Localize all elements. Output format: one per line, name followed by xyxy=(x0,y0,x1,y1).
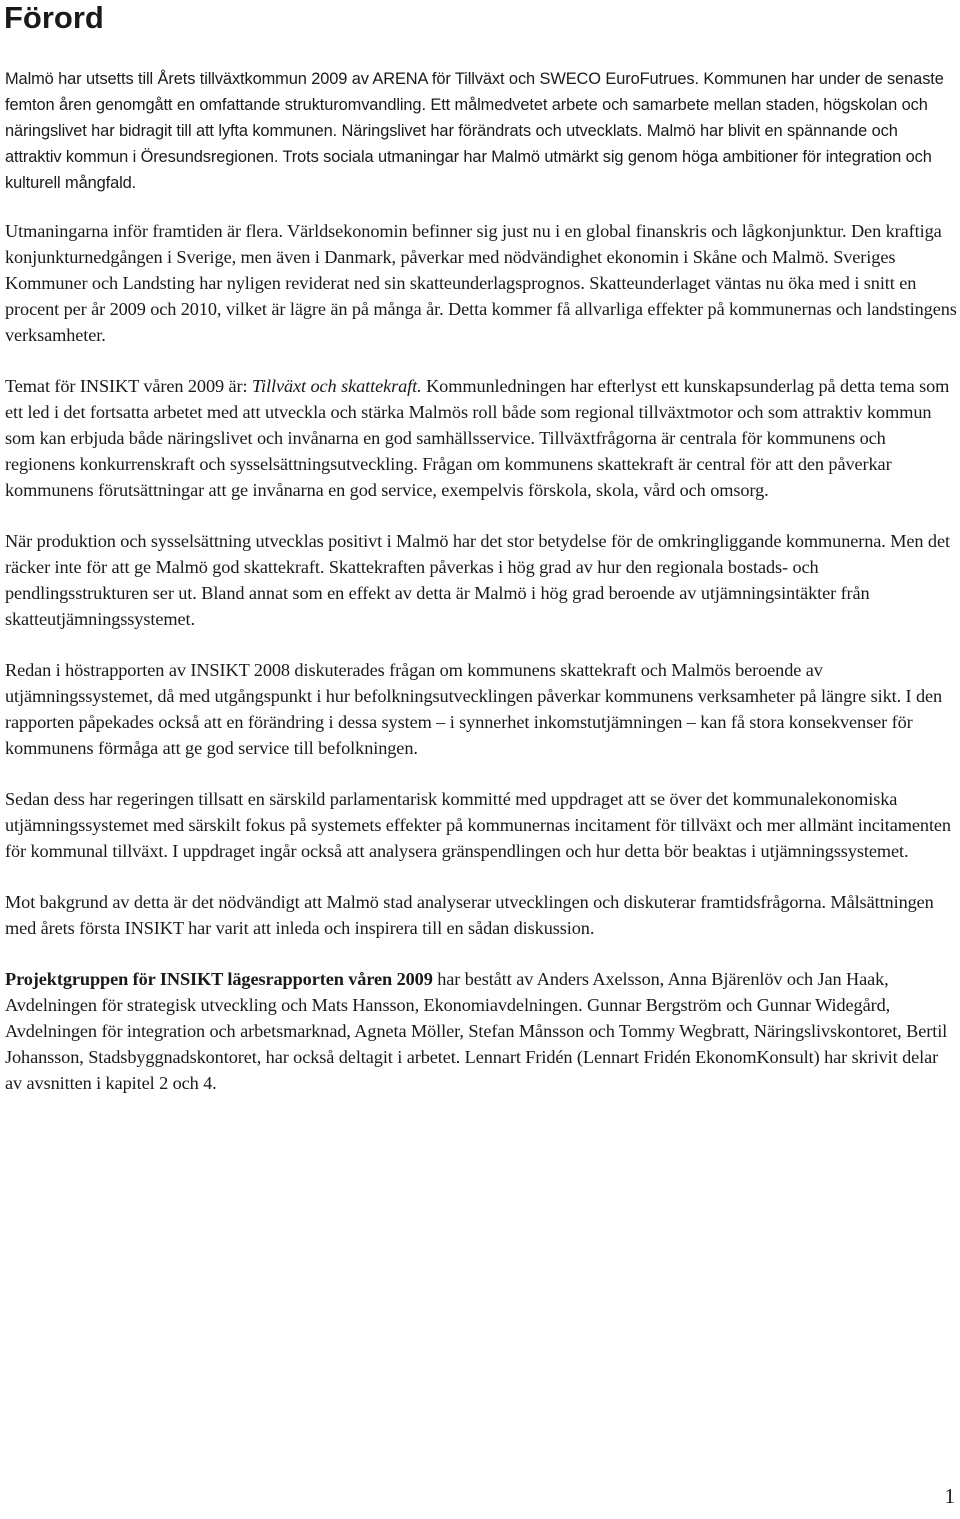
theme-body-text: Kommunledningen har efterlyst ett kunskapsunderlag på detta tema som ett led i det fortsatta arbetet med att utveckla och stärka Malmös roll både som regional tillväxtmotor och som attraktiv kommun som kan erbjuda både näringslivet och invånarna en god samhällsservice. Tillväxtfrågorna är centrala för kommunens och regionens konkurrenskraft och sysselsättningsutveckling. Frågan om kommunens skattekraft är central för att den påverkar kommunens förutsättningar att ge invånarna en god service, exempelvis förskola, skola, vård och omsorg. xyxy=(5,376,950,500)
theme-title: Tillväxt och skattekraft. xyxy=(251,376,422,396)
paragraph-challenges: Utmaningarna inför framtiden är flera. Världsekonomin befinner sig just nu i en global finanskris och lågkonjunktur. Den kraftiga konjunkturnedgången i Sverige, men även i Danmark, påverkar med nödvändighet ekonomin i Skåne och Malmö. Sveriges Kommuner och Landsting har nyligen reviderat ned sin skatteunderlagsprognos. Skatteunderlaget väntas nu öka med i snitt en procent per år 2009 och 2010, vilket är lägre än på många år. Detta kommer få allvarliga effekter på kommunernas och landstingens verksamheter. xyxy=(5,221,957,345)
paragraph-production: När produktion och sysselsättning utvecklas positivt i Malmö har det stor betydelse för de omkringliggande kommunerna. Men det räcker inte för att ge Malmö god skattekraft. Skattekraften påverkas i hög grad av hur den regionala bostads- och pendlingsstrukturen ser ut. Bland annat som en effekt av detta är Malmö i hög grad beroende av utjämningsintäkter från skatteutjämningssystemet. xyxy=(5,531,950,629)
paragraph-government: Sedan dess har regeringen tillsatt en särskild parlamentarisk kommitté med uppdraget att se över det kommunalekonomiska utjämningssystemet med särskilt fokus på systemets effekter på kommunernas incitament för tillväxt och mer allmänt incitamenten för kommunal tillväxt. I uppdraget ingår också att analysera gränspendlingen och hur detta bör beaktas i utjämningssystemet. xyxy=(5,789,951,861)
document-body xyxy=(5,66,957,1121)
paragraph-autumn-report: Redan i höstrapporten av INSIKT 2008 diskuterades frågan om kommunens skattekraft och Malmös beroende av utjämningssystemet, då med utgångspunkt i hur befolkningsutvecklingen påverkar kommunens verksamheter på längre sikt. I den rapporten påpekades också att en förändring i dessa system – i synnerhet inkomstutjämningen – kan få stora konsekvenser för kommunens förmåga att ge god service till befolkningen. xyxy=(5,660,943,758)
paragraph-intro: Malmö har utsetts till Årets tillväxtkommun 2009 av ARENA för Tillväxt och SWECO EuroFutrues. Kommunen har under de senaste femton åren genomgått en omfattande strukturomvandling. Ett målmedvetet arbete och samarbete mellan staden, högskolan och näringslivet har bidragit till att lyfta kommunen. Näringslivet har förändrats och utvecklats. Malmö har blivit en spännande och attraktiv kommun i Öresundsregionen. Trots sociala utmaningar har Malmö utmärkt sig genom höga ambitioner för integration och kulturell mångfald. xyxy=(5,70,944,192)
paragraph-background: Mot bakgrund av detta är det nödvändigt att Malmö stad analyserar utvecklingen och diskuterar framtidsfrågorna. Målsättningen med årets första INSIKT har varit att inleda och inspirera till en sådan diskussion. xyxy=(5,892,934,938)
project-group-members: har bestått av Anders Axelsson, Anna Bjärenlöv och Jan Haak, Avdelningen för strategisk utveckling och Mats Hansson, Ekonomiavdelningen. Gunnar Bergström och Gunnar Widegård, Avdelningen för integration och arbetsmarknad, Agneta Möller, Stefan Månsson och Tommy Wegbratt, Näringslivskontoret, Bertil Johansson, Stadsbyggnadskontoret, har också deltagit i arbetet. Lennart Fridén (Lennart Fridén EkonomKonsult) har skrivit delar av avsnitten i kapitel 2 och 4. xyxy=(5,969,948,1093)
paragraph-theme xyxy=(5,373,957,503)
paragraph-project-group xyxy=(5,966,957,1096)
project-group-title: Projektgruppen för INSIKT lägesrapporten våren 2009 xyxy=(5,969,433,989)
page-title: Förord xyxy=(4,0,104,35)
theme-intro-text: Temat för INSIKT våren 2009 är: xyxy=(5,376,252,396)
page-number: 1 xyxy=(944,1484,955,1508)
